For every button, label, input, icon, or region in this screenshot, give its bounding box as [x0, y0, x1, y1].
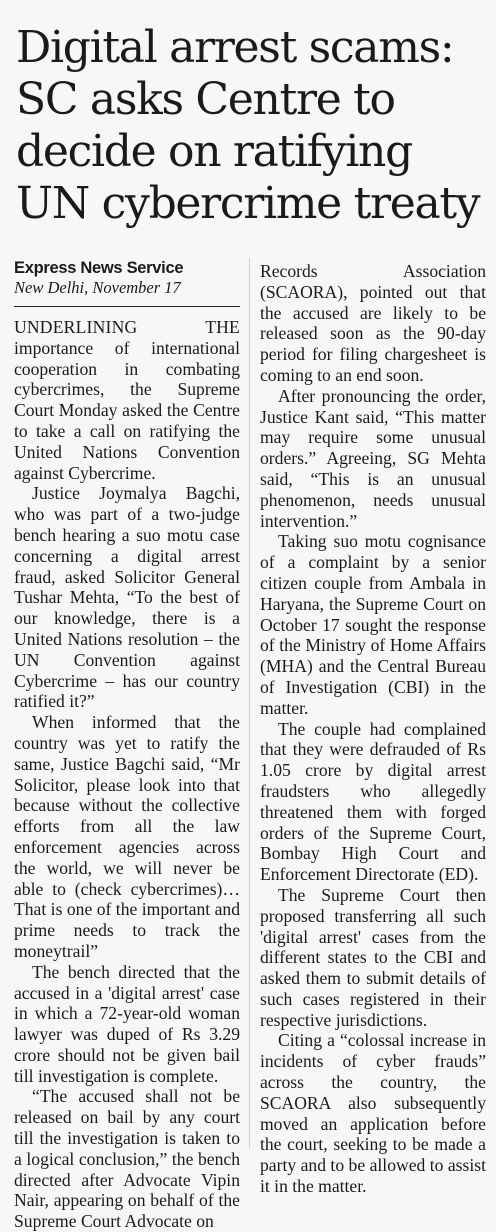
paragraph-text: importance of international cooperation in combating cybercrimes, the Supreme Court Monday asked the Centre to take a call on ratifying the United Nations Convention against Cybercrime.: [14, 337, 240, 483]
column-divider: [249, 258, 250, 1148]
article-paragraph: Citing a “colossal increase in incidents of cyber frauds” across the country, the SCAORA also subsequently moved an application before the court, seeking to be made a party and to be allowed to assist it in the matter.: [260, 1030, 486, 1197]
article-paragraph: The bench directed that the accused in a 'digital arrest' case in which a 72-year-old woman lawyer was duped of Rs 3.29 crore should not be given bail till investigation is complete.: [14, 961, 240, 1086]
headline-line: decide on ratifying: [16, 126, 412, 177]
article-paragraph: Taking suo motu cognisance of a complaint by a senior citizen couple from Ambala in Haryana, the Supreme Court on October 17 sought the response of the Ministry of Home Affairs (MHA) and the Central Bureau of Investigation (CBI) in the matter.: [260, 531, 486, 718]
byline-dateline: New Delhi, November 17: [14, 278, 181, 297]
article-paragraph: When informed that the country was yet to ratify the same, Justice Bagchi said, “Mr Solicitor, please look into that because without the collective efforts from all the law enforcement agencies across the world, we will never be able to (check cybercrimes)…That is one of the important and prime needs to track the moneytrail”: [14, 712, 240, 961]
article-paragraph: Records Association (SCAORA), pointed out that the accused are likely to be released soon as the 90-day period for filing chargesheet is coming to an end soon.: [260, 261, 486, 385]
article-paragraph: Justice Joymalya Bagchi, who was part of a two-judge bench hearing a suo motu case concerning a digital arrest fraud, asked Solicitor General Tushar Mehta, “To the best of our knowledge, there is a United Nations resolution – the UN Convention against Cybercrime – has our country ratified it?”: [14, 483, 240, 712]
byline-rule: [14, 306, 240, 307]
article-column-right: [260, 261, 486, 1197]
byline-agency: Express News Service: [14, 259, 184, 277]
article-paragraph: [14, 317, 240, 483]
headline-line: Digital arrest scams:: [16, 22, 454, 73]
headline: [16, 22, 488, 230]
article-paragraph: “The accused shall not be released on bail by any court till the investigation is taken to a logical conclusion,” the bench directed after Advocate Vipin Nair, appearing on behalf of the Supreme Court Advocate on: [14, 1086, 240, 1232]
headline-line: SC asks Centre to: [16, 74, 395, 125]
article-paragraph: The couple had complained that they were defrauded of Rs 1.05 crore by digital arrest fraudsters who allegedly threatened them with forged orders of the Supreme Court, Bombay High Court and Enforcement Directorate (ED).: [260, 718, 486, 885]
lead-caps: UNDERLINING THE: [14, 317, 240, 337]
headline-line: UN cybercrime treaty: [16, 178, 480, 229]
article-paragraph: The Supreme Court then proposed transferring all such 'digital arrest' cases from the different states to the CBI and asked them to submit details of such cases registered in their respective jurisdictions.: [260, 884, 486, 1030]
article-column-left: [14, 258, 240, 1232]
article-paragraph: After pronouncing the order, Justice Kant said, “This matter may require some unusual orders.” Agreeing, SG Mehta said, “This is an unusual phenomenon, needs unusual intervention.”: [260, 385, 486, 531]
